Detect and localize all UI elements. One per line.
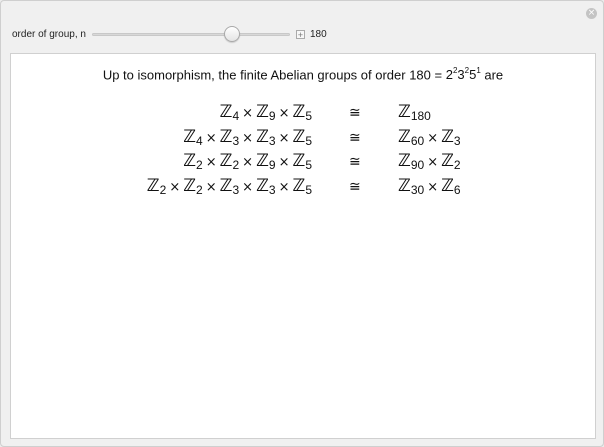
integers-symbol: ℤ	[219, 175, 233, 196]
isomorphic-symbol: ≅	[349, 104, 361, 120]
group-order: 9	[268, 109, 276, 123]
times-symbol: ×	[427, 155, 439, 170]
isomorphism-row	[11, 102, 597, 127]
integers-symbol: ℤ	[292, 175, 306, 196]
cyclic-group	[256, 102, 276, 122]
times-symbol: ×	[205, 179, 217, 195]
cyclic-group	[220, 151, 240, 171]
cyclic-group	[183, 151, 203, 171]
control-row	[12, 24, 592, 44]
group-order: 3	[268, 133, 276, 148]
times-symbol: ×	[242, 179, 254, 195]
group-order: 4	[196, 133, 203, 148]
times-symbol: ×	[205, 130, 217, 146]
factor-exponent: 1	[476, 66, 481, 75]
cyclic-group	[292, 127, 312, 147]
isomorphism-row	[11, 127, 597, 152]
group-order: 5	[305, 133, 312, 148]
close-icon[interactable]: ×	[587, 8, 596, 18]
group-order: 60	[410, 133, 425, 148]
output-panel	[10, 53, 596, 439]
slider-thumb[interactable]	[224, 26, 240, 42]
times-symbol: ×	[205, 155, 217, 170]
cyclic-group	[220, 127, 240, 147]
integers-symbol: ℤ	[183, 126, 197, 147]
times-symbol: ×	[427, 179, 439, 195]
integers-symbol: ℤ	[219, 126, 233, 147]
primary-decomposition	[183, 151, 312, 172]
times-symbol: ×	[278, 106, 290, 121]
times-symbol: ×	[427, 130, 439, 146]
integers-symbol: ℤ	[398, 151, 411, 171]
group-order: 2	[159, 182, 167, 197]
integers-symbol: ℤ	[441, 151, 454, 171]
group-order: 3	[232, 133, 240, 148]
group-order: 180	[410, 109, 431, 123]
integers-symbol: ℤ	[219, 102, 233, 122]
times-symbol: ×	[278, 179, 290, 195]
cyclic-group	[183, 176, 203, 196]
times-symbol: ×	[242, 155, 254, 170]
cyclic-group	[441, 151, 461, 171]
group-order: 5	[305, 158, 312, 172]
times-symbol: ×	[278, 155, 290, 170]
isomorphic-symbol: ≅	[349, 153, 361, 169]
isomorphic-symbol: ≅	[349, 128, 361, 145]
cyclic-group	[292, 102, 312, 122]
order-slider[interactable]	[92, 26, 290, 42]
group-order: 3	[268, 182, 276, 197]
primary-decomposition	[220, 102, 312, 123]
integers-symbol: ℤ	[441, 126, 454, 147]
group-order: 3	[453, 133, 461, 148]
cyclic-group	[256, 176, 276, 196]
isomorphism-table	[11, 102, 597, 200]
integers-symbol: ℤ	[183, 175, 197, 196]
cyclic-group	[398, 127, 424, 147]
cyclic-group	[183, 127, 203, 147]
order-label: order of group, n	[12, 28, 86, 40]
invariant-factor-decomposition	[398, 127, 461, 148]
integers-symbol: ℤ	[256, 126, 269, 147]
integers-symbol: ℤ	[256, 151, 269, 171]
integers-symbol: ℤ	[292, 151, 306, 171]
factor-base: 5	[469, 67, 477, 83]
result-heading	[11, 67, 595, 82]
group-order: 2	[232, 158, 240, 172]
times-symbol: ×	[278, 130, 290, 146]
cyclic-group	[256, 151, 276, 171]
heading-suffix: are	[480, 67, 504, 83]
integers-symbol: ℤ	[398, 102, 411, 122]
invariant-factor-decomposition	[398, 102, 431, 123]
cyclic-group	[441, 127, 461, 147]
factor-base: 2	[445, 67, 453, 83]
integers-symbol: ℤ	[256, 175, 269, 196]
cyclic-group	[441, 176, 461, 196]
order-value: 180	[310, 28, 327, 40]
times-symbol: ×	[242, 130, 254, 146]
group-order: 9	[268, 158, 276, 172]
cyclic-group	[220, 102, 240, 122]
invariant-factor-decomposition	[398, 176, 461, 197]
cyclic-group	[398, 176, 424, 196]
integers-symbol: ℤ	[398, 126, 411, 147]
integers-symbol: ℤ	[183, 151, 197, 171]
integers-symbol: ℤ	[398, 175, 411, 196]
cyclic-group	[398, 102, 431, 122]
group-order: 4	[232, 109, 240, 123]
invariant-factor-decomposition	[398, 151, 461, 172]
group-order: 5	[305, 182, 312, 197]
integers-symbol: ℤ	[219, 151, 233, 171]
cyclic-group	[256, 127, 276, 147]
expand-plus-icon[interactable]: +	[297, 29, 304, 40]
times-symbol: ×	[169, 179, 181, 195]
primary-decomposition	[183, 127, 312, 148]
group-order: 2	[196, 182, 203, 197]
cyclic-group	[398, 151, 424, 171]
cyclic-group	[220, 176, 240, 196]
cyclic-group	[292, 176, 312, 196]
cyclic-group	[147, 176, 167, 196]
cyclic-group	[292, 151, 312, 171]
integers-symbol: ℤ	[292, 126, 306, 147]
factor-base: 3	[457, 67, 465, 83]
group-order: 2	[453, 158, 461, 172]
isomorphism-row	[11, 151, 597, 176]
group-order: 5	[305, 109, 312, 123]
heading-prefix: Up to isomorphism, the finite Abelian groups of order 180 =	[102, 67, 446, 83]
factor-exponent: 2	[464, 66, 470, 75]
group-order: 30	[410, 182, 425, 197]
slider-track[interactable]	[92, 33, 290, 36]
integers-symbol: ℤ	[292, 102, 306, 122]
group-order: 2	[196, 158, 203, 172]
integers-symbol: ℤ	[146, 175, 160, 196]
factorization	[446, 67, 481, 82]
factor-exponent: 2	[452, 66, 458, 75]
times-symbol: ×	[242, 106, 254, 121]
integers-symbol: ℤ	[256, 102, 269, 122]
integers-symbol: ℤ	[441, 175, 454, 196]
isomorphic-symbol: ≅	[349, 177, 361, 194]
group-order: 6	[453, 182, 461, 197]
group-order: 90	[410, 158, 425, 172]
group-order: 3	[232, 182, 240, 197]
isomorphism-row	[11, 176, 597, 201]
primary-decomposition	[147, 176, 312, 197]
